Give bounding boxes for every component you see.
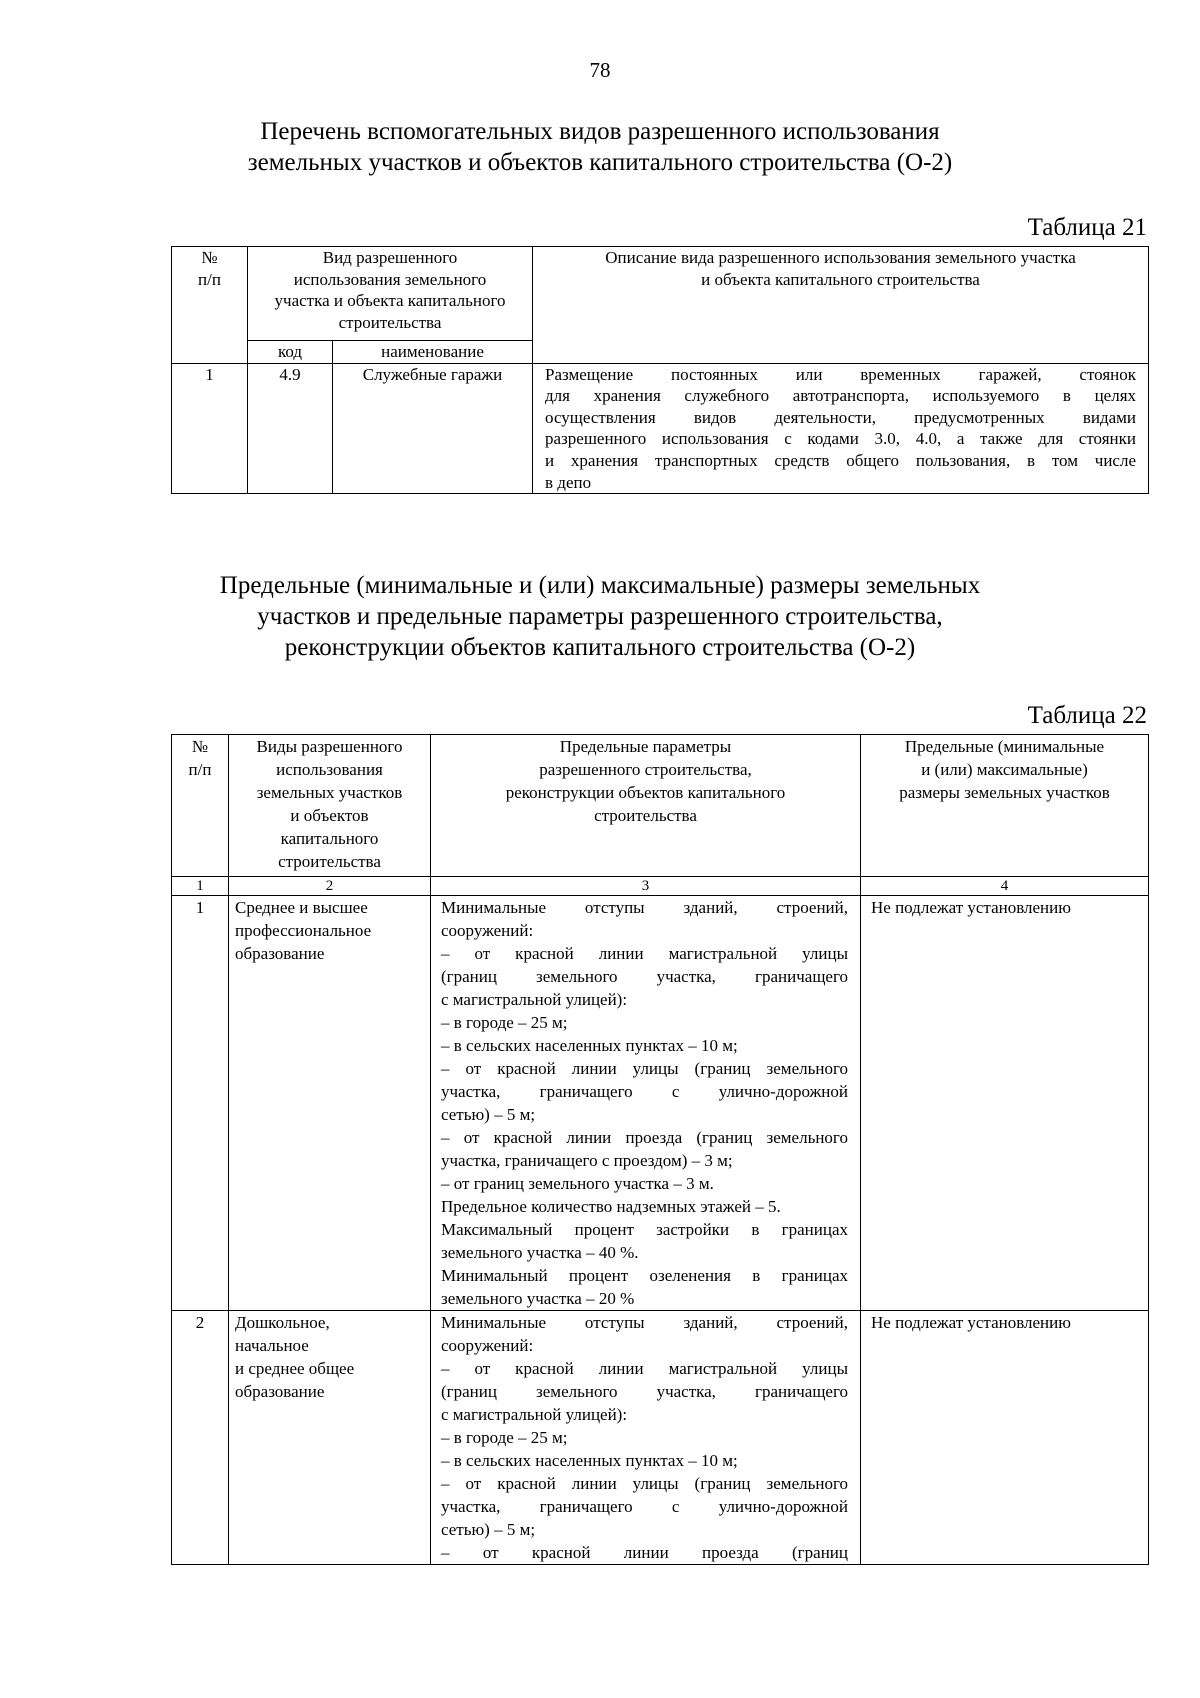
- row-name: Служебные гаражи: [333, 363, 533, 494]
- text-line: для хранения служебного автотранспорта, используемого в целях: [545, 386, 1137, 406]
- text-line: – от красной линии улицы (границ земельного: [441, 1059, 848, 1078]
- row-sizes: Не подлежат установлению: [861, 1311, 1149, 1565]
- header-text: п/п: [188, 760, 212, 779]
- column-number: 3: [431, 877, 861, 896]
- heading-line: Перечень вспомогательных видов разрешенного использования: [260, 118, 940, 145]
- row-type: [229, 896, 431, 1311]
- text-line: – от красной линии проезда (границ: [441, 1543, 848, 1562]
- column-number: 2: [229, 877, 431, 896]
- header-types: [229, 735, 431, 877]
- header-num: [172, 247, 248, 364]
- text-line: – в сельских населенных пунктах – 10 м;: [441, 1036, 738, 1055]
- text-line: – от красной линии проезда (границ земельного: [441, 1128, 848, 1147]
- table21-heading: [0, 116, 1200, 178]
- header-text: и (или) максимальные): [921, 760, 1088, 779]
- text-line: сетью) – 5 м;: [441, 1105, 536, 1124]
- text-line: начальное: [235, 1336, 309, 1355]
- header-text: реконструкции объектов капитального: [505, 783, 786, 802]
- row-sizes: Не подлежат установлению: [861, 896, 1149, 1311]
- heading-line: земельных участков и объектов капитального строительства (О-2): [247, 149, 953, 176]
- text-line: образование: [235, 944, 325, 963]
- text-line: с магистральной улицей):: [441, 1405, 628, 1424]
- header-text: Вид разрешенного: [322, 248, 458, 267]
- text-line: Размещение постоянных или временных гаражей, стоянок: [545, 364, 1137, 384]
- header-type: [248, 247, 533, 341]
- header-text: Предельные (минимальные: [904, 737, 1105, 756]
- header-text: п/п: [198, 269, 221, 289]
- header-code: код: [248, 341, 333, 364]
- table-row: [172, 896, 1149, 1311]
- text-line: – в городе – 25 м;: [441, 1428, 568, 1447]
- text-line: с магистральной улицей):: [441, 990, 628, 1009]
- text-line: участка, граничащего с проездом) – 3 м;: [441, 1151, 733, 1170]
- heading-line: реконструкции объектов капитального строительства (О-2): [284, 634, 916, 661]
- header-text: Предельные параметры: [559, 737, 732, 756]
- header-text: строительства: [278, 852, 381, 871]
- text-line: – в сельских населенных пунктах – 10 м;: [441, 1451, 738, 1470]
- header-text: разрешенного строительства,: [539, 760, 752, 779]
- text-line: – в городе – 25 м;: [441, 1013, 568, 1032]
- text-line: Минимальный процент озеленения в границах: [441, 1266, 848, 1285]
- header-name: наименование: [333, 341, 533, 364]
- table-22: [171, 734, 1149, 1565]
- row-num: 1: [172, 896, 229, 1311]
- text-line: (границ земельного участка, граничащего: [441, 1382, 848, 1401]
- table-row: [172, 1311, 1149, 1565]
- text-line: – от красной линии улицы (границ земельного: [441, 1474, 848, 1493]
- text-line: Среднее и высшее: [235, 898, 368, 917]
- header-text: участка и объекта капитального: [274, 291, 506, 311]
- row-num: 2: [172, 1311, 229, 1565]
- text-line: Предельное количество надземных этажей – 5.: [441, 1197, 781, 1216]
- header-text: земельных участков: [256, 783, 403, 802]
- header-num: [172, 735, 229, 877]
- row-code: 4.9: [248, 363, 333, 494]
- text-line: осуществления видов деятельности, предусмотренных видами: [545, 407, 1137, 427]
- text-line: Минимальные отступы зданий, строений,: [441, 898, 848, 917]
- column-number-row: [172, 877, 1149, 896]
- text-line: и хранения транспортных средств общего пользования, в том числе: [545, 450, 1137, 470]
- header-text: Виды разрешенного: [256, 737, 403, 756]
- table-21: [171, 246, 1149, 494]
- text-line: Минимальные отступы зданий, строений,: [441, 1313, 848, 1332]
- table-row: [172, 363, 1149, 494]
- header-params: [431, 735, 861, 877]
- row-params: [431, 1311, 861, 1565]
- header-text: капитального: [280, 829, 379, 848]
- heading-line: участков и предельные параметры разрешенного строительства,: [257, 603, 943, 630]
- row-num: 1: [172, 363, 248, 494]
- text-line: земельного участка – 40 %.: [441, 1243, 639, 1262]
- header-text: строительства: [594, 806, 697, 825]
- header-text: Описание вида разрешенного использования земельного участка: [605, 248, 1076, 267]
- text-line: сооружений:: [441, 1336, 534, 1355]
- heading-line: Предельные (минимальные и (или) максимальные) размеры земельных: [219, 572, 981, 599]
- text-line: – от красной линии магистральной улицы: [441, 944, 848, 963]
- header-text: размеры земельных участков: [899, 783, 1110, 802]
- text-line: участка, граничащего с улично-дорожной: [441, 1497, 848, 1516]
- header-description: [533, 247, 1149, 364]
- table21-caption: Таблица 21: [1027, 214, 1147, 241]
- column-number: 4: [861, 877, 1149, 896]
- text-line: разрешенного использования с кодами 3.0, 4.0, а также для стоянки: [545, 429, 1137, 449]
- row-description: [533, 363, 1149, 494]
- header-sizes: [861, 735, 1149, 877]
- text-line: и среднее общее: [235, 1359, 355, 1378]
- text-line: в депо: [545, 472, 592, 492]
- text-line: Максимальный процент застройки в границах: [441, 1220, 848, 1239]
- text-line: – от границ земельного участка – 3 м.: [441, 1174, 714, 1193]
- header-text: №: [201, 248, 218, 267]
- row-params: [431, 896, 861, 1311]
- text-line: – от красной линии магистральной улицы: [441, 1359, 848, 1378]
- header-text: использования: [276, 760, 383, 779]
- header-text: строительства: [338, 312, 442, 332]
- header-text: №: [191, 737, 209, 756]
- text-line: (границ земельного участка, граничащего: [441, 967, 848, 986]
- header-text: и объекта капитального строительства: [701, 269, 980, 289]
- header-text: и объектов: [290, 806, 369, 825]
- table22-caption: Таблица 22: [1027, 702, 1147, 729]
- text-line: сооружений:: [441, 921, 534, 940]
- text-line: профессиональное: [235, 921, 372, 940]
- text-line: земельного участка – 20 %: [441, 1289, 635, 1308]
- table22-heading: [0, 570, 1200, 663]
- header-text: использования земельного: [293, 269, 487, 289]
- text-line: участка, граничащего с улично-дорожной: [441, 1082, 848, 1101]
- text-line: Дошкольное,: [235, 1313, 330, 1332]
- text-line: образование: [235, 1382, 325, 1401]
- text-line: сетью) – 5 м;: [441, 1520, 536, 1539]
- page-number: 78: [589, 58, 611, 82]
- column-number: 1: [172, 877, 229, 896]
- row-type: [229, 1311, 431, 1565]
